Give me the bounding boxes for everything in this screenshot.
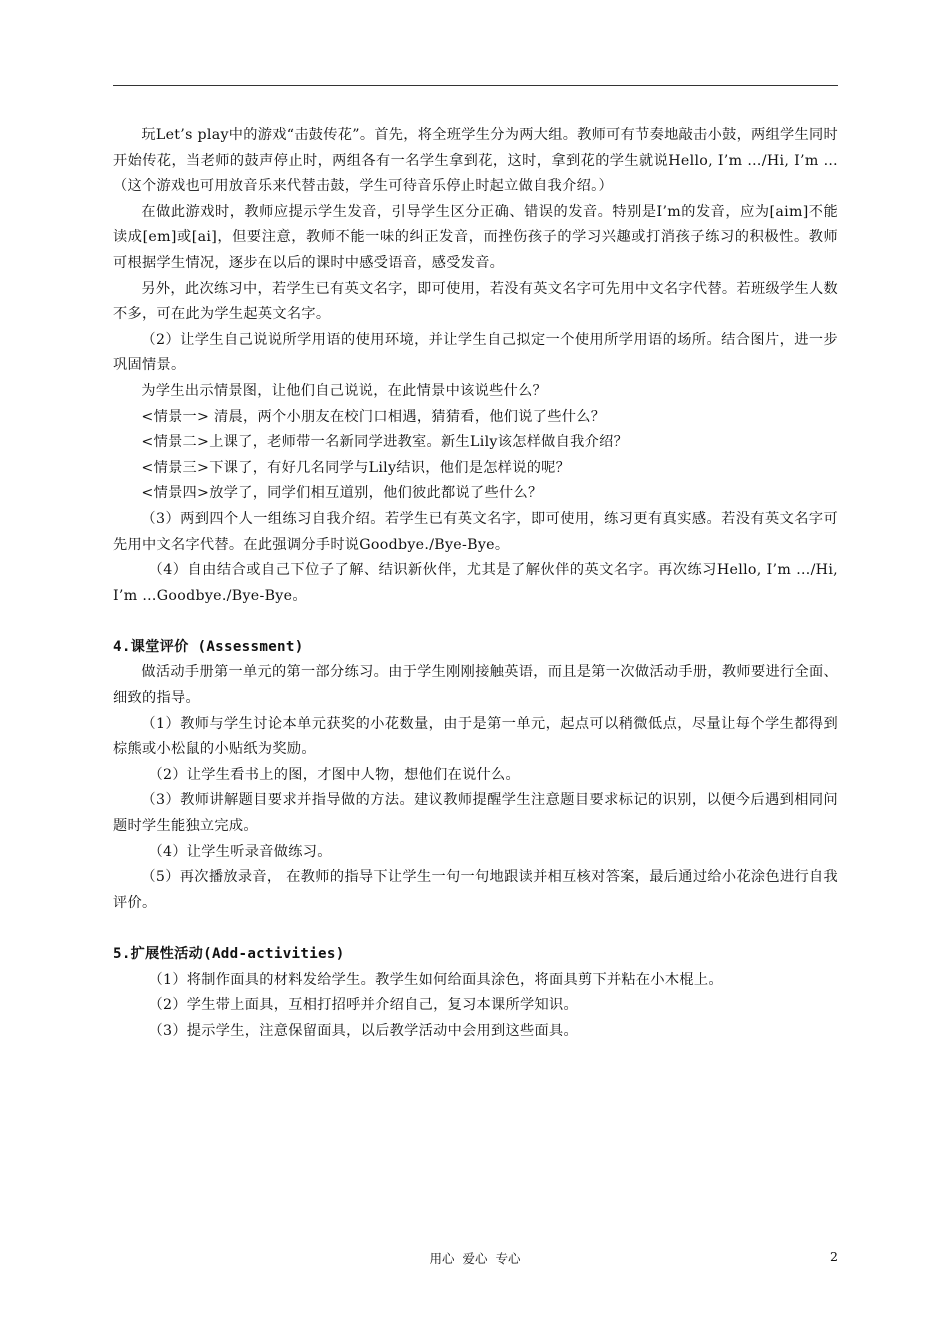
- paragraph-scene-2: <情景二>上课了，老师带一名新同学进教室。新生Lily该怎样做自我介绍？: [141, 434, 629, 451]
- paragraph-pronunciation: 在做此游戏时，教师应提示学生发音，引导学生区分正确、错误的发音。特别是I’m的发音，应为[aim]不能读成[em]或[ai]，但要注意，教师不能一味的纠正发音，而挫伤孩子的学习兴趣或打消孩子练习的积极性。教师可根据学生情况，逐步在以后的课时中感受语音，感受发音。: [113, 203, 838, 271]
- paragraph-activity-3: （3）提示学生，注意保留面具，以后教学活动中会用到这些面具。: [148, 1022, 578, 1039]
- paragraph-usage-context: （2）让学生自己说说所学用语的使用环境，并让学生自己拟定一个使用所学用语的场所。结合图片，进一步巩固情景。: [113, 331, 838, 374]
- paragraph-activity-1: （1）将制作面具的材料发给学生。教学生如何给面具涂色，将面具剪下并粘在小木棍上。: [148, 971, 723, 988]
- paragraph-english-names: 另外，此次练习中，若学生已有英文名字，即可使用，若没有英文名字可先用中文名字代替。若班级学生人数不多，可在此为学生起英文名字。: [113, 280, 838, 323]
- paragraph-assessment-1: （1）教师与学生讨论本单元获奖的小花数量，由于是第一单元，起点可以稍微低点，尽量让每个学生都得到棕熊或小松鼠的小贴纸为奖励。: [113, 715, 838, 758]
- section-heading-add-activities: 5.扩展性活动(Add-activities): [113, 946, 345, 962]
- paragraph-new-partners: （4）自由结合或自己下位子了解、结识新伙伴，尤其是了解伙伴的英文名字。再次练习Hello, I’m …/Hi, I’m …Goodbye./Bye-Bye。: [113, 562, 838, 604]
- header-rule: [113, 85, 838, 86]
- paragraph-scene-3: <情景三>下课了，有好几名同学与Lily结识，他们是怎样说的呢？: [141, 459, 571, 476]
- paragraph-assessment-4: （4）让学生听录音做练习。: [148, 843, 332, 860]
- section-heading-assessment: 4.课堂评价 (Assessment): [113, 638, 304, 655]
- paragraph-scene-1: <情景一> 清晨，两个小朋友在校门口相遇，猜猜看，他们说了些什么？: [141, 408, 606, 425]
- paragraph-assessment-3: （3）教师讲解题目要求并指导做的方法。建议教师提醒学生注意题目要求标记的识别，以便今后遇到相同问题时学生能独立完成。: [113, 792, 838, 835]
- paragraph-group-practice: （3）两到四个人一组练习自我介绍。若学生已有英文名字，即可使用，练习更有真实感。若没有英文名字可先用中文名字代替。在此强调分手时说Goodbye./Bye-Bye。: [113, 510, 838, 553]
- paragraph-scene-prompt: 为学生出示情景图，让他们自己说说，在此情景中该说些什么？: [141, 382, 548, 399]
- page-number: 2: [830, 1249, 838, 1264]
- paragraph-assessment-intro: 做活动手册第一单元的第一部分练习。由于学生刚刚接触英语，而且是第一次做活动手册，教师要进行全面、细致的指导。: [113, 664, 838, 707]
- paragraph-scene-4: <情景四>放学了，同学们相互道别，他们彼此都说了些什么？: [141, 485, 543, 502]
- paragraph-assessment-2: （2）让学生看书上的图，才图中人物，想他们在说什么。: [148, 766, 521, 783]
- paragraph-activity-2: （2）学生带上面具，互相打招呼并介绍自己，复习本课所学知识。: [148, 997, 578, 1014]
- footer-motto: 用心 爱心 专心: [429, 1251, 521, 1266]
- paragraph-game-intro: 玩Let’s play中的游戏“击鼓传花”。首先，将全班学生分为两大组。教师可有节奏地敲击小鼓，两组学生同时开始传花，当老师的鼓声停止时，两组各有一名学生拿到花，这时，拿到花的学生就说Hello, I’m …/Hi, I’m …（这个游戏也可用放音乐来代替击鼓，学生可待音乐停止时起立做自我介绍。）: [113, 127, 838, 195]
- paragraph-assessment-5: （5）再次播放录音， 在教师的指导下让学生一句一句地跟读并相互核对答案，最后通过给小花涂色进行自我评价。: [113, 869, 838, 911]
- document-body: [113, 123, 838, 1044]
